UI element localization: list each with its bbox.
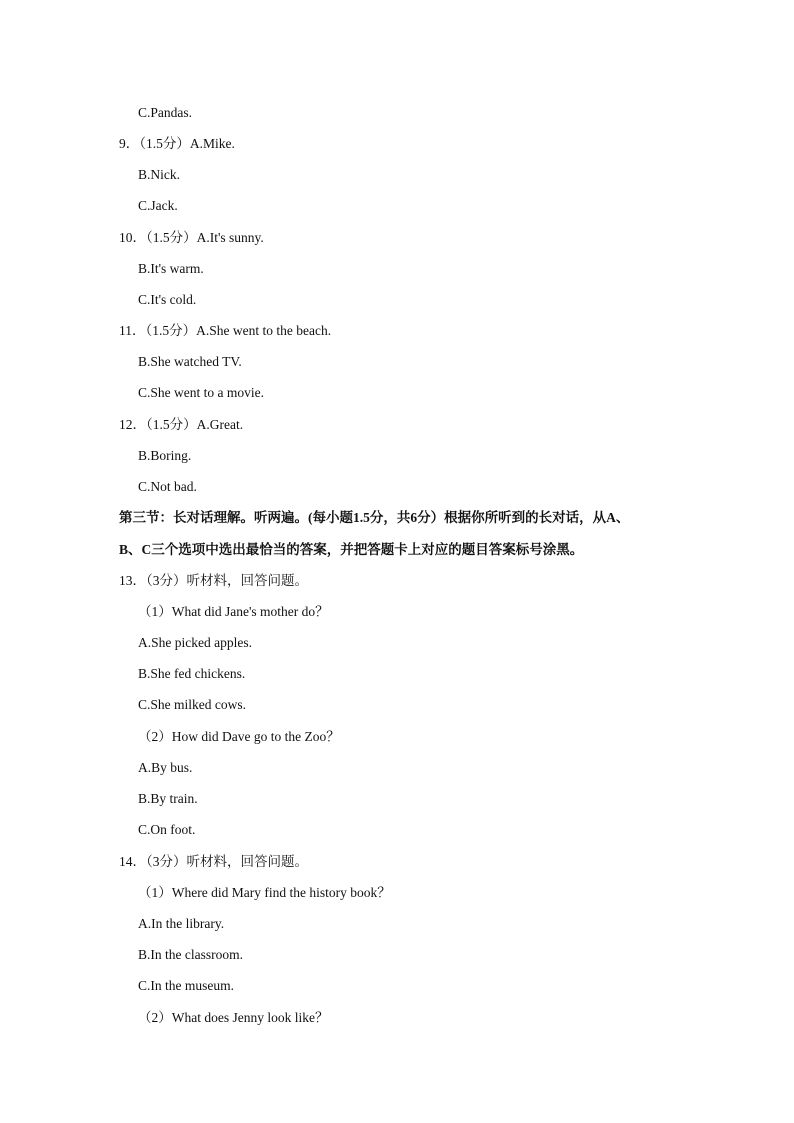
option-10b: B.It's warm. <box>138 261 204 276</box>
option-13-2a: A.By bus. <box>138 760 193 775</box>
question-9: 9．（1.5分）A.Mike. <box>119 136 235 151</box>
section-heading-line1: 第三节：长对话理解。听两遍。(每小题1.5分，共6分）根据你所听到的长对话，从A、 <box>119 510 630 525</box>
option-13-1b: B.She fed chickens. <box>138 666 246 681</box>
question-11: 11．（1.5分）A.She went to the beach. <box>119 323 332 338</box>
option-12b: B.Boring. <box>138 448 192 463</box>
option-13-2c: C.On foot. <box>138 822 196 837</box>
question-12: 12．（1.5分）A.Great. <box>119 417 244 432</box>
option-13-1a: A.She picked apples. <box>138 635 252 650</box>
option-9b: B.Nick. <box>138 167 180 182</box>
section-heading-line2: B、C三个选项中选出最恰当的答案，并把答题卡上对应的题目答案标号涂黑。 <box>119 542 584 557</box>
option-8c: C.Pandas. <box>138 105 192 120</box>
option-14-1a: A.In the library. <box>138 916 225 931</box>
question-14: 14．（3分）听材料，回答问题。 <box>119 854 308 869</box>
option-13-1c: C.She milked cows. <box>138 697 246 712</box>
question-13: 13．（3分）听材料，回答问题。 <box>119 573 308 588</box>
option-9c: C.Jack. <box>138 198 178 213</box>
question-14-sub2: （2）What does Jenny look like？ <box>138 1010 329 1025</box>
option-10c: C.It's cold. <box>138 292 197 307</box>
option-14-1b: B.In the classroom. <box>138 947 243 962</box>
option-11c: C.She went to a movie. <box>138 385 264 400</box>
option-12c: C.Not bad. <box>138 479 197 494</box>
question-13-sub1: （1）What did Jane's mother do？ <box>138 604 329 619</box>
question-10: 10．（1.5分）A.It's sunny. <box>119 230 264 245</box>
option-13-2b: B.By train. <box>138 791 198 806</box>
option-14-1c: C.In the museum. <box>138 978 234 993</box>
question-14-sub1: （1）Where did Mary find the history book？ <box>138 885 391 900</box>
option-11b: B.She watched TV. <box>138 354 242 369</box>
question-13-sub2: （2）How did Dave go to the Zoo？ <box>138 729 340 744</box>
